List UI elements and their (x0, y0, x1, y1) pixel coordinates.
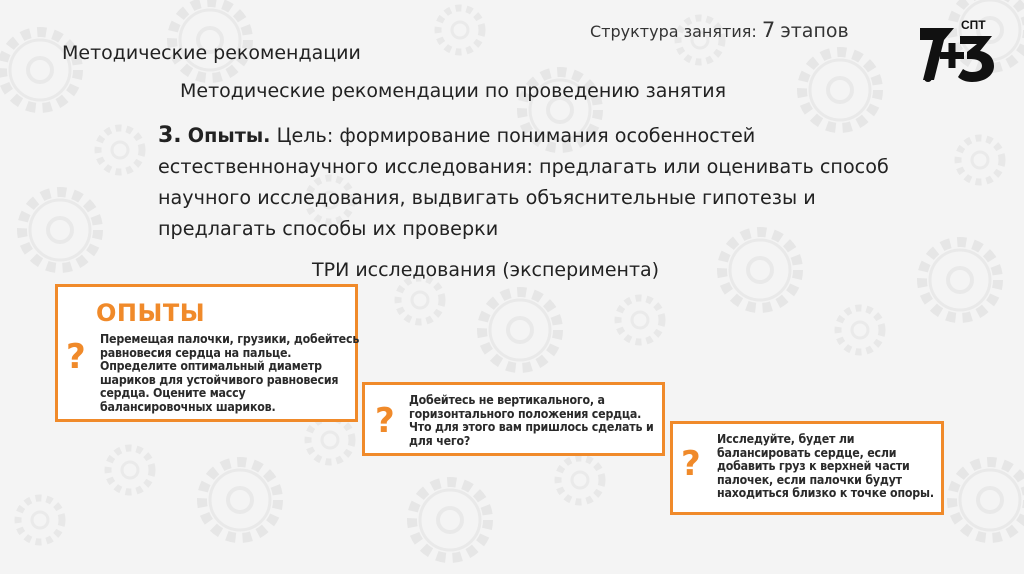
stages-word: этапов (780, 20, 849, 42)
structure-label: Структура занятия: (590, 22, 757, 41)
step-description (158, 120, 938, 244)
experiment-card-2 (362, 382, 665, 456)
logo-caption: СПТ (961, 18, 986, 32)
card-title: ОПЫТЫ (96, 299, 206, 327)
step-number: 3. (158, 123, 182, 148)
question-mark-icon: ? (681, 444, 701, 484)
question-mark-icon: ? (66, 337, 86, 377)
step-body: Цель: формирование понимания особенностей естественнонаучного исследования: предлагать или оценивать способ научного исследования, выдвигать объяснительные гипотезы и предлагать способы их проверки (158, 124, 889, 240)
subtitle: Методические рекомендации по проведению занятия (180, 80, 727, 102)
logo (914, 18, 996, 84)
lesson-structure-header (590, 18, 849, 42)
step-name: Опыты. (187, 124, 271, 147)
experiment-card-1 (55, 284, 358, 422)
experiments-heading: ТРИ исследования (эксперимента) (312, 259, 660, 281)
card-text: Перемещая палочки, грузики, добейтесь равновесия сердца на пальце. Определите оптимальный диаметр шариков для устойчивого равновесия сердца. Оцените массу балансировочных шариков. (100, 332, 360, 414)
question-mark-icon: ? (375, 401, 395, 441)
stage-count: 7 (761, 18, 776, 42)
card-text: Исследуйте, будет ли балансировать сердце, если добавить груз к верхней части палочек, если палочки будут находиться близко к точке опоры. (717, 432, 934, 501)
section-title: Методические рекомендации (62, 42, 361, 64)
card-text: Добейтесь не вертикального, а горизонтального положения сердца. Что для этого вам пришлось сделать и для чего? (409, 393, 654, 448)
experiment-card-3 (670, 421, 944, 515)
